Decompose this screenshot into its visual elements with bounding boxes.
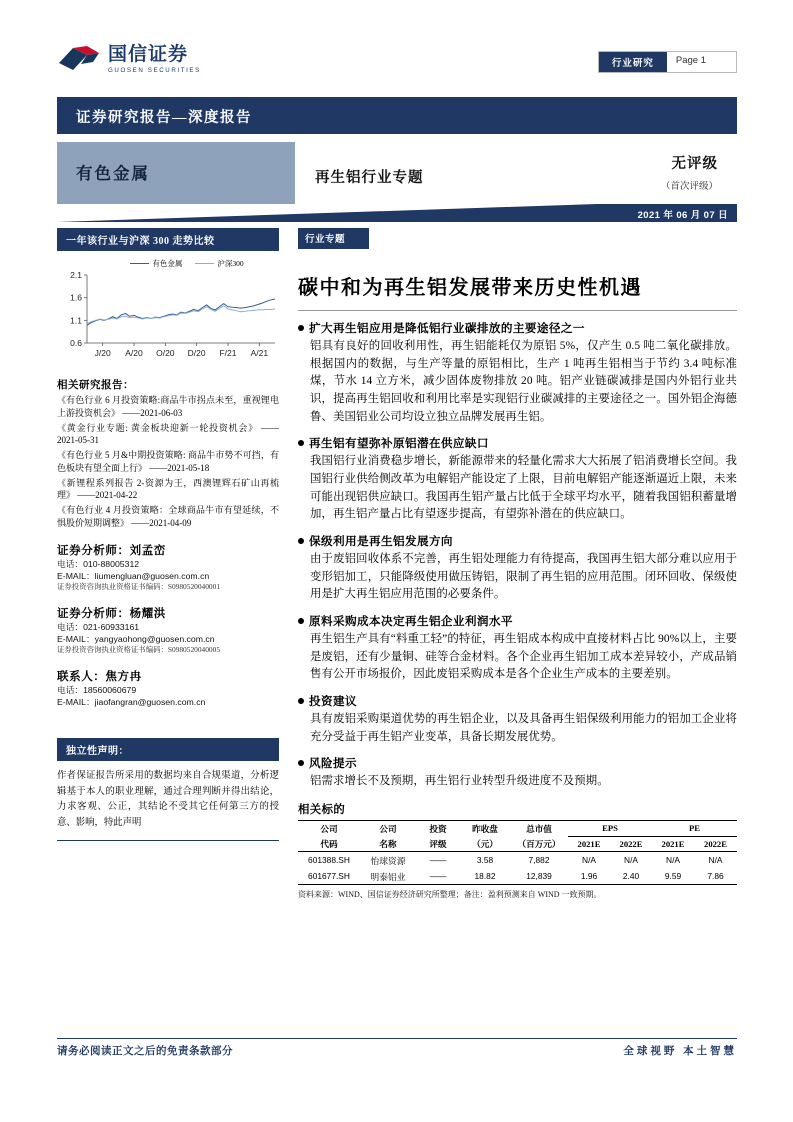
sector-title-band: [57, 142, 737, 204]
col-subheader-code: 代码: [320, 838, 338, 849]
bullet-icon: [298, 440, 304, 446]
chart-plot-area: [57, 271, 279, 363]
list-item[interactable]: 《新锂程系列报告 2-资源为王，西澳锂辉石矿山再梳理》 ——2021-04-22: [57, 477, 279, 501]
report-date: 2021 年 06 月 07 日: [637, 210, 728, 221]
cell-eps-2022e: N/A: [624, 855, 638, 866]
section-heading: 再生铝有望弥补原铝潜在供应缺口: [298, 435, 737, 451]
cell-eps-2021e: 1.96: [580, 871, 598, 882]
legend-label-sector: 有色金属: [152, 259, 183, 268]
header-page-number: Page 1: [667, 52, 736, 72]
col-header-name: 公司: [379, 823, 397, 834]
analyst-email[interactable]: E-MAIL：liumengluan@guosen.com.cn: [57, 571, 210, 581]
cell-pe-2022e: N/A: [708, 855, 723, 866]
section-body: 由于废铝回收体系不完善，再生铝处理能力有待提高，我国再生铝大部分难以应用于变形铝加工，只能降级使用做压铸铝，限制了再生铝的应用范围。闭环回收、保级使用是扩大再生铝应用范围的必要条件。: [310, 553, 737, 601]
svg-text:O/20: O/20: [156, 348, 175, 358]
logo-mark-icon: [57, 44, 101, 74]
col-header-pe-2021e: 2021E: [661, 838, 685, 849]
svg-text:2.1: 2.1: [70, 271, 82, 280]
col-header-pe-2022e: 2022E: [704, 838, 727, 849]
cell-rating: ——: [429, 855, 447, 866]
svg-text:F/21: F/21: [219, 348, 237, 358]
section-heading: 风险提示: [298, 755, 737, 771]
header-right-group: [598, 51, 737, 73]
cell-code: 601677.SH: [308, 871, 350, 882]
svg-text:D/20: D/20: [187, 348, 206, 358]
report-type-band: [57, 97, 737, 134]
contact-email[interactable]: E-MAIL：jiaofangran@guosen.com.cn: [57, 697, 206, 708]
independence-statement: [57, 738, 279, 840]
col-header-eps-2022e: 2022E: [619, 838, 643, 849]
page-title: 碳中和为再生铝发展带来历史性机遇: [298, 277, 642, 299]
section-body: 铝需求增长不及预期，再生铝行业转型升级进度不及预期。: [310, 775, 609, 788]
legend-line-icon: [130, 263, 149, 264]
main-content: [298, 228, 737, 900]
list-item[interactable]: 《有色行业 5 月&中期投资策略: 商品牛市势不可挡，有色板块有望全面上行》 ——2021-05-18: [57, 450, 279, 473]
bullet-icon: [298, 538, 304, 544]
analyst-block: [57, 542, 279, 593]
table-row[interactable]: [298, 868, 737, 885]
legend-label-benchmark: 沪深300: [217, 259, 244, 268]
bullet-icon: [298, 698, 304, 704]
svg-text:A/21: A/21: [250, 348, 269, 358]
svg-text:0.6: 0.6: [70, 338, 82, 348]
cell-mktcap: 12,839: [526, 871, 552, 882]
footer-slogan: 全球视野 本土智慧: [623, 1046, 737, 1057]
independence-body: 作者保证报告所采用的数据均来自合规渠道，分析逻辑基于本人的职业理解，通过合理判断并得出结论，力求客观、公正，其结论不受其它任何第三方的授意、影响，特此声明: [57, 769, 279, 840]
col-header-eps-2021e: 2021E: [577, 838, 601, 849]
analyst-phone: 电话：021-60933161: [57, 621, 140, 632]
content-section: [298, 693, 737, 746]
analyst-phone: 电话：010-88005312: [57, 558, 140, 569]
col-header-mktcap: 总市值: [526, 823, 552, 834]
footer-divider: [57, 1038, 737, 1039]
chart-header-label: 一年该行业与沪深 300 走势比较: [57, 228, 279, 251]
cell-eps-2022e: 2.40: [622, 871, 640, 882]
table-subheader-row: [298, 836, 737, 852]
section-body: 再生铝生产具有“料重工轻”的特征，再生铝成本构成中直接材料占比 90%以上，主要是废铝，还有少量铜、硅等合金材料。各个企业再生铝加工成本差异较小，产成品销售有公开市场报价，因此废铝采购成本是各个企业生产成本的主要差别。: [310, 633, 737, 681]
analyst-block: [57, 605, 279, 656]
section-body: 铝具有良好的回收利用性，再生铝能耗仅为原铝 5%，仅产生 0.5 吨二氧化碳排放。根据国内的数据，与生产等量的原铝相比，生产 1 吨再生铝相当于节约 3.4 吨标准煤，节水 14 立方米，减少固体废物排放 20 吨。铝产业链碳减排是国内外铝行业共识，提高再生铝回收和利用比率是实现铝行业碳减排的主要途径之一。国外铝企海德鲁、美国铝业公司均设立独立品牌发展再生铝。: [310, 340, 737, 423]
analyst-email[interactable]: E-MAIL：yangyaohong@guosen.com.cn: [57, 634, 215, 645]
legend-item-benchmark: [195, 258, 243, 269]
cell-pe-2022e: 7.86: [707, 871, 724, 882]
content-section: [298, 320, 737, 426]
cell-pe-2021e: N/A: [666, 855, 680, 866]
rating-subtitle: （首次评级）: [660, 182, 718, 192]
bullet-icon: [298, 325, 304, 331]
rating-group: [661, 152, 718, 192]
performance-chart: [57, 258, 279, 363]
col-group-eps: EPS: [568, 821, 652, 837]
bullet-icon: [298, 760, 304, 766]
col-header-close: 昨收盘: [472, 823, 498, 834]
cell-mktcap: 7,882: [528, 855, 550, 866]
topic-tag: 行业专题: [298, 228, 369, 249]
header-research-tag: 行业研究: [599, 52, 667, 72]
report-type-text: 证券研究报告—深度报告: [76, 110, 252, 126]
section-body: 具有废铝采购渠道优势的再生铝企业，以及具备再生铝保级利用能力的铝加工企业将充分受益于再生铝产业变革，具备长期发展优势。: [310, 713, 737, 743]
section-heading: 投资建议: [298, 693, 737, 709]
analyst-name: 证券分析师：杨耀洪: [57, 607, 166, 620]
cell-close: 18.82: [474, 871, 496, 882]
contact-block: [57, 668, 279, 709]
table-title: 相关标的: [298, 804, 346, 817]
cell-rating: ——: [429, 871, 447, 882]
cell-code: 601388.SH: [308, 855, 350, 866]
svg-text:1.1: 1.1: [70, 315, 82, 326]
investment-rating: 无评级: [671, 156, 718, 172]
cell-name: 明泰铝业: [370, 871, 406, 882]
svg-text:J/20: J/20: [94, 348, 111, 358]
legend-item-sector: [130, 258, 182, 269]
content-section: [298, 435, 737, 524]
report-topic: 再生铝行业专题: [315, 170, 424, 186]
sector-name: 有色金属: [76, 164, 150, 183]
list-item[interactable]: 《有色行业 4 月投资策略：全球商品牛市有望延续，不惧股价短期调整》 ——2021-04-09: [57, 505, 279, 528]
svg-text:1.6: 1.6: [70, 292, 82, 303]
independence-title: 独立性声明：: [57, 738, 279, 761]
chart-legend: [95, 258, 279, 269]
date-ribbon: [57, 204, 737, 222]
section-heading: 扩大再生铝应用是降低铝行业碳排放的主要途径之一: [298, 320, 737, 336]
company-logo: [57, 44, 201, 74]
related-stocks-table: [298, 820, 737, 885]
contact-phone: 电话：18560060679: [57, 684, 137, 695]
table-row[interactable]: [298, 852, 737, 869]
analyst-certificate: 证券投资咨询执业资格证书编码：S0980520040001: [57, 582, 221, 592]
bullet-icon: [298, 618, 304, 624]
cell-eps-2021e: N/A: [582, 855, 596, 866]
page-header: [57, 44, 737, 86]
content-section: [298, 755, 737, 791]
col-subheader-close: （元）: [472, 838, 498, 849]
cell-close: 3.58: [476, 855, 494, 866]
legend-line-icon: [195, 263, 214, 264]
col-header-code: 公司: [320, 823, 338, 834]
col-subheader-rating: 评级: [429, 838, 447, 849]
logo-text-en: GUOSEN SECURITIES: [108, 66, 201, 74]
related-reports-title: 相关研究报告：: [57, 380, 134, 391]
table-header-row: [298, 821, 737, 837]
section-body: 我国铝行业消费稳步增长，新能源带来的轻量化需求大大拓展了铝消费增长空间。我国铝行业供给侧改革为电解铝产能设定了上限，目前电解铝产能逐渐逼近上限，未来可能出现铝供应缺口。我国再生铝产量占比低于全球平均水平，随着我国铝积蓄量增加，再生铝产量占比有望逐步提高，有望弥补潜在的供应缺口。: [310, 455, 737, 521]
list-item[interactable]: 《有色行业 6 月投资策略:商品牛市拐点未至，重视锂电上游投资机会》 ——2021-06-03: [57, 395, 279, 418]
title-divider: [298, 310, 737, 311]
section-heading: 原料采购成本决定再生铝企业利润水平: [298, 613, 737, 629]
sidebar: [57, 228, 279, 841]
page-footer: [57, 1043, 737, 1058]
cell-name: 怡球资源: [370, 855, 406, 866]
col-subheader-name: 名称: [379, 838, 397, 849]
logo-text-cn: 国信证券: [108, 43, 189, 65]
list-item[interactable]: 《黄金行业专题: 黄金板块迎新一轮投资机会》 ——2021-05-31: [57, 422, 279, 446]
analyst-name: 证券分析师：刘孟峦: [57, 544, 166, 557]
contact-name: 联系人：焦方冉: [57, 670, 142, 683]
analyst-certificate: 证券投资咨询执业资格证书编码：S0980520040005: [57, 645, 221, 655]
related-reports-list: [57, 394, 279, 530]
content-section: [298, 613, 737, 684]
footer-disclaimer: 请务必阅读正文之后的免责条款部分: [57, 1046, 233, 1057]
col-subheader-mktcap: （百万元）: [517, 838, 561, 849]
section-heading: 保级利用是再生铝发展方向: [298, 533, 737, 549]
table-source-note: 资料来源：WIND、国信证券经济研究所整理；备注：盈利预测来自 WIND 一致预期。: [298, 890, 602, 900]
col-header-rating: 投资: [429, 823, 447, 834]
content-section: [298, 533, 737, 604]
col-group-pe: PE: [652, 821, 737, 837]
cell-pe-2021e: 9.59: [664, 871, 682, 882]
svg-text:A/20: A/20: [125, 348, 143, 358]
